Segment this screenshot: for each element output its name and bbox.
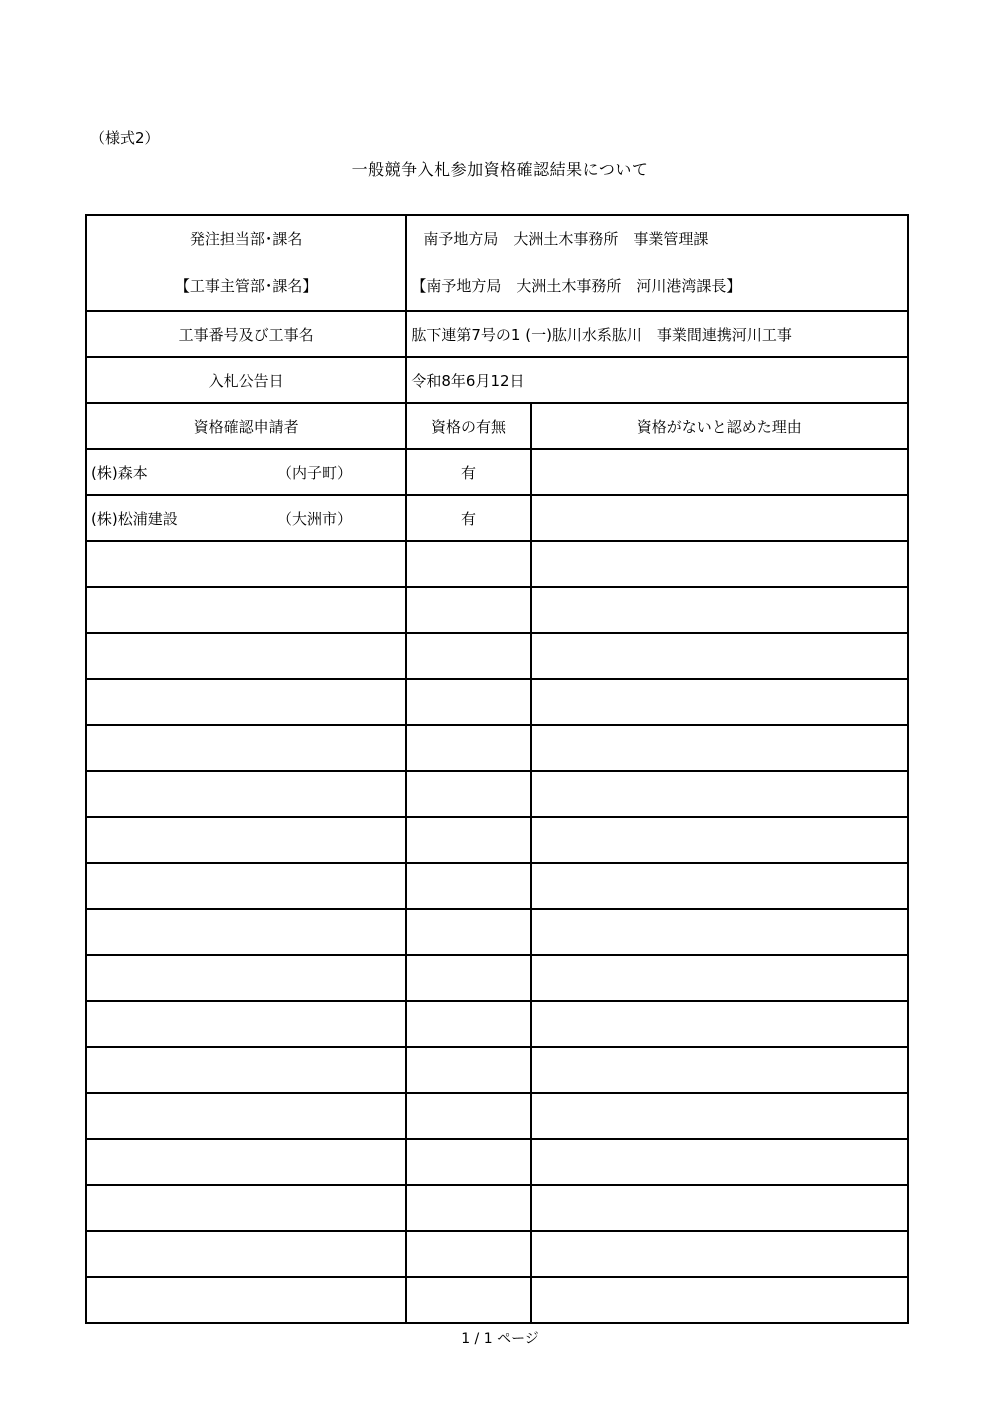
qualified-header: 資格の有無 (406, 403, 530, 449)
work-value: 肱下連第7号の1 (一)肱川水系肱川 事業間連携河川工事 (406, 311, 908, 357)
empty-row (86, 817, 908, 863)
empty-row (86, 679, 908, 725)
empty-row (86, 1047, 908, 1093)
department-label-cell (86, 215, 406, 311)
applicant-cell (86, 495, 406, 541)
date-label: 入札公告日 (86, 357, 406, 403)
supervising-dept-label: 【工事主管部･課名】 (174, 277, 318, 295)
date-value: 令和8年6月12日 (406, 357, 908, 403)
ordering-dept-value: 南予地方局 大洲土木事務所 事業管理課 (423, 230, 709, 248)
reason-cell (531, 495, 908, 541)
empty-row (86, 955, 908, 1001)
applicant-cell (86, 449, 406, 495)
table-row (86, 495, 908, 541)
company-town: （大洲市） (277, 509, 353, 528)
department-value-cell (406, 215, 908, 311)
document-title: 一般競争入札参加資格確認結果について (351, 160, 649, 179)
empty-row (86, 1185, 908, 1231)
page-number: 1 / 1 ページ (461, 1331, 539, 1347)
column-header-row (86, 403, 908, 449)
company-town: （内子町） (277, 463, 353, 482)
empty-row (86, 1093, 908, 1139)
empty-row (86, 771, 908, 817)
empty-row (86, 863, 908, 909)
empty-row (86, 1001, 908, 1047)
empty-row (86, 1139, 908, 1185)
qualified-cell: 有 (406, 449, 530, 495)
reason-header: 資格がないと認めた理由 (531, 403, 908, 449)
empty-row (86, 633, 908, 679)
company-name: (株)松浦建設 (91, 509, 178, 528)
work-row (86, 311, 908, 357)
empty-row (86, 725, 908, 771)
empty-row (86, 909, 908, 955)
applicant-header: 資格確認申請者 (86, 403, 406, 449)
form-label: （様式2） (90, 129, 160, 147)
company-name: (株)森本 (91, 463, 148, 482)
ordering-dept-label: 発注担当部･課名 (189, 230, 303, 248)
table-row (86, 449, 908, 495)
reason-cell (531, 449, 908, 495)
work-label: 工事番号及び工事名 (86, 311, 406, 357)
qualification-table (85, 214, 909, 1324)
supervising-dept-value: 【南予地方局 大洲土木事務所 河川港湾課長】 (411, 277, 742, 295)
empty-row (86, 1231, 908, 1277)
qualified-cell: 有 (406, 495, 530, 541)
date-row (86, 357, 908, 403)
department-row (86, 215, 908, 311)
empty-row (86, 1277, 908, 1323)
empty-row (86, 541, 908, 587)
empty-row (86, 587, 908, 633)
